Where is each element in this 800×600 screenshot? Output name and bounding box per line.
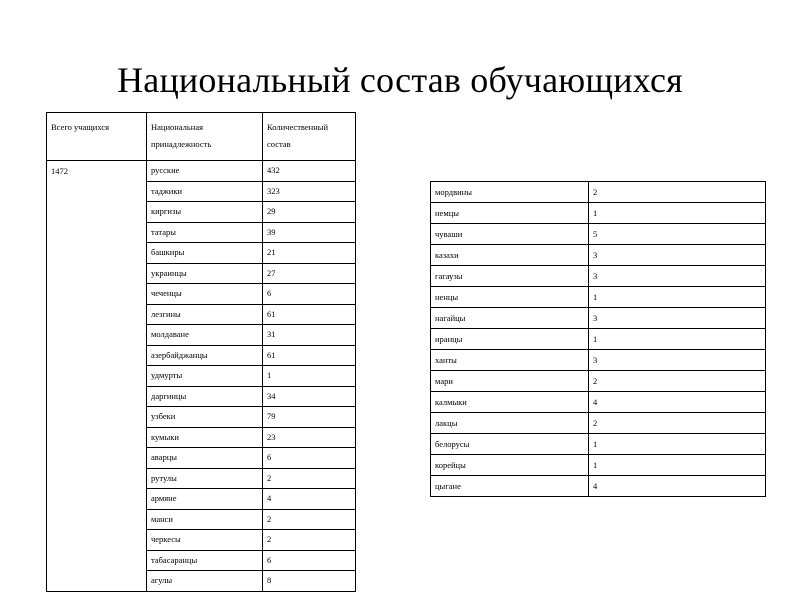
column-header-nationality-line1: Национальная <box>151 122 204 132</box>
table-row <box>431 392 766 413</box>
cell-count: 4 <box>589 392 766 413</box>
cell-nationality: аварцы <box>147 448 263 469</box>
cell-count: 4 <box>263 489 356 510</box>
table-left-header <box>47 113 356 161</box>
cell-count: 5 <box>589 224 766 245</box>
cell-nationality: цыгане <box>431 476 589 497</box>
cell-count: 6 <box>263 448 356 469</box>
table-row <box>431 203 766 224</box>
cell-count: 79 <box>263 407 356 428</box>
cell-nationality: гагаузы <box>431 266 589 287</box>
cell-nationality: русские <box>147 161 263 182</box>
column-header-nationality <box>147 113 263 161</box>
table-row <box>431 455 766 476</box>
total-students-value: 1472 <box>47 161 147 592</box>
cell-nationality: рутулы <box>147 468 263 489</box>
cell-nationality: армяне <box>147 489 263 510</box>
cell-nationality: черкесы <box>147 530 263 551</box>
table-row <box>431 350 766 371</box>
cell-nationality: украинцы <box>147 263 263 284</box>
cell-nationality: белорусы <box>431 434 589 455</box>
cell-count: 39 <box>263 222 356 243</box>
cell-count: 1 <box>589 329 766 350</box>
cell-count: 21 <box>263 243 356 264</box>
cell-nationality: лезгины <box>147 304 263 325</box>
cell-count: 2 <box>589 413 766 434</box>
cell-count: 2 <box>589 182 766 203</box>
cell-nationality: даргинцы <box>147 386 263 407</box>
table-row <box>431 245 766 266</box>
cell-nationality: корейцы <box>431 455 589 476</box>
cell-nationality: кумыки <box>147 427 263 448</box>
cell-count: 3 <box>589 245 766 266</box>
cell-nationality: киргизы <box>147 202 263 223</box>
table-right-body <box>431 182 766 497</box>
cell-nationality: манси <box>147 509 263 530</box>
cell-count: 3 <box>589 266 766 287</box>
cell-nationality: татары <box>147 222 263 243</box>
cell-count: 1 <box>263 366 356 387</box>
cell-nationality: нагайцы <box>431 308 589 329</box>
cell-nationality: ненцы <box>431 287 589 308</box>
column-header-nationality-line2: принадлежность <box>151 139 212 149</box>
table-row <box>431 182 766 203</box>
cell-count: 2 <box>589 371 766 392</box>
table-row <box>431 329 766 350</box>
table-header-row <box>47 113 356 161</box>
cell-nationality: чеченцы <box>147 284 263 305</box>
cell-nationality: калмыки <box>431 392 589 413</box>
ethnic-composition-table-right <box>430 181 766 497</box>
cell-nationality: узбеки <box>147 407 263 428</box>
cell-nationality: немцы <box>431 203 589 224</box>
cell-nationality: иранцы <box>431 329 589 350</box>
cell-count: 61 <box>263 345 356 366</box>
table-row <box>431 476 766 497</box>
cell-nationality: агулы <box>147 571 263 592</box>
table-left-body <box>47 161 356 592</box>
cell-nationality: удмурты <box>147 366 263 387</box>
cell-count: 432 <box>263 161 356 182</box>
cell-count: 31 <box>263 325 356 346</box>
cell-count: 2 <box>263 468 356 489</box>
cell-count: 4 <box>589 476 766 497</box>
cell-nationality: табасаранцы <box>147 550 263 571</box>
table-row <box>431 287 766 308</box>
table-row <box>47 161 356 182</box>
cell-count: 34 <box>263 386 356 407</box>
cell-count: 1 <box>589 455 766 476</box>
cell-nationality: чуваши <box>431 224 589 245</box>
cell-count: 2 <box>263 509 356 530</box>
cell-nationality: мари <box>431 371 589 392</box>
cell-nationality: молдаване <box>147 325 263 346</box>
column-header-total-students <box>47 113 147 161</box>
cell-nationality: мордвины <box>431 182 589 203</box>
cell-nationality: азербайджанцы <box>147 345 263 366</box>
column-header-count-line1: Количественный <box>267 122 329 132</box>
table-row <box>431 413 766 434</box>
cell-count: 2 <box>263 530 356 551</box>
column-header-count <box>263 113 356 161</box>
table-row <box>431 308 766 329</box>
page-title: Национальный состав обучающихся <box>117 60 683 101</box>
cell-count: 3 <box>589 350 766 371</box>
ethnic-composition-table-left <box>46 112 356 592</box>
cell-nationality: казахи <box>431 245 589 266</box>
cell-count: 323 <box>263 181 356 202</box>
cell-count: 23 <box>263 427 356 448</box>
column-header-total-students-label: Всего учащихся <box>51 122 110 132</box>
cell-count: 8 <box>263 571 356 592</box>
cell-count: 6 <box>263 550 356 571</box>
cell-count: 29 <box>263 202 356 223</box>
cell-count: 27 <box>263 263 356 284</box>
cell-count: 1 <box>589 287 766 308</box>
cell-count: 1 <box>589 203 766 224</box>
cell-count: 1 <box>589 434 766 455</box>
cell-nationality: ханты <box>431 350 589 371</box>
cell-count: 3 <box>589 308 766 329</box>
table-row <box>431 224 766 245</box>
cell-nationality: таджики <box>147 181 263 202</box>
cell-nationality: башкиры <box>147 243 263 264</box>
cell-count: 61 <box>263 304 356 325</box>
table-row <box>431 371 766 392</box>
cell-count: 6 <box>263 284 356 305</box>
table-row <box>431 434 766 455</box>
cell-nationality: лакцы <box>431 413 589 434</box>
table-row <box>431 266 766 287</box>
column-header-count-line2: состав <box>267 139 291 149</box>
